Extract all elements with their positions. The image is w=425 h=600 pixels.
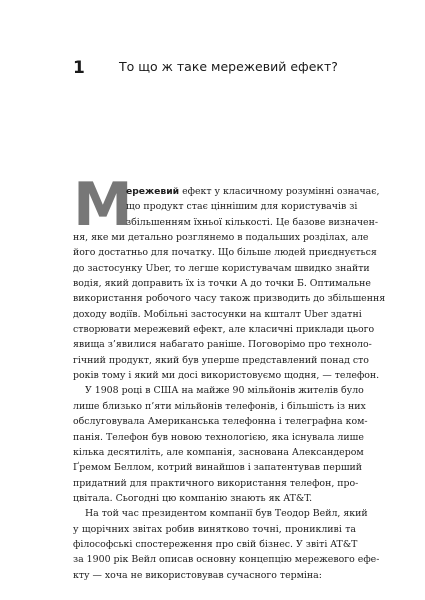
text-line: кту — хоча не використовував сучасного терміна:: [73, 569, 322, 581]
text-line: що продукт стає ціннішим для користувачів зі: [126, 201, 358, 213]
text-line: У 1908 році в США на майже 90 мільйонів жителів було: [85, 385, 364, 397]
text-line: збільшенням їхньої кількості. Це базове визначен-: [126, 216, 378, 228]
text-line: придатний для практичного використання телефон, про-: [73, 477, 359, 489]
text-line: створювати мережевий ефект, але класичні приклади цього: [73, 324, 375, 336]
lead-bold-word: ережевий: [126, 186, 180, 197]
text-line: його достатньо для початку. Що більше людей приєднується: [73, 247, 377, 259]
text-line: обслуговувала Американська телефонна і телеграфна ком-: [73, 416, 368, 428]
text-line: за 1900 рік Вейл описав основну концепцію мережевого ефе-: [73, 554, 380, 566]
text-line: явища з’явилися набагато раніше. Поговорімо про техноло-: [73, 339, 372, 351]
text-line: гічний продукт, який був уперше представлений понад сто: [73, 354, 369, 366]
text-line: лише близько п’яти мільйонів телефонів, і більшість із них: [73, 400, 366, 412]
text-line: панія. Телефон був новою технологією, яка існувала лише: [73, 431, 364, 443]
text-line: років тому і який ми досі використовуємо щодня, — телефон.: [73, 370, 380, 382]
body-text: [73, 184, 386, 583]
text-line: Ґремом Беллом, котрий винайшов і запатентував перший: [73, 462, 363, 474]
chapter-title: То що ж таке мережевий ефект?: [119, 59, 338, 74]
drop-cap-letter: М: [73, 170, 133, 240]
text-line: у щорічних звітах робив винятково точні, проникливі та: [73, 523, 356, 535]
text-line: філософські спостереження про свій бізнес. У звіті AT&T: [73, 538, 358, 550]
text-line: ня, яке ми детально розглянемо в подальших розділах, але: [73, 232, 369, 244]
text-line: водія, який доправить їх із точки А до точки Б. Оптимальне: [73, 278, 371, 290]
text-line: використання робочого часу також призводить до збільшення: [73, 293, 386, 305]
text-line: кілька десятиліть, але компанія, заснована Александером: [73, 446, 364, 458]
chapter-heading: [73, 58, 373, 80]
chapter-number: 1: [73, 58, 85, 78]
text-line: до застосунку Uber, то легше користувачам швидко знайти: [73, 262, 370, 274]
text-line: ережевий ефект у класичному розумінні означає,: [126, 186, 380, 197]
text-line: цвітала. Сьогодні цю компанію знають як AT&T.: [73, 492, 313, 504]
text-line: доходу водіїв. Мобільні застосунки на кшталт Uber здатні: [73, 308, 362, 320]
text-line: На той час президентом компанії був Теодор Вейл, який: [85, 508, 368, 520]
